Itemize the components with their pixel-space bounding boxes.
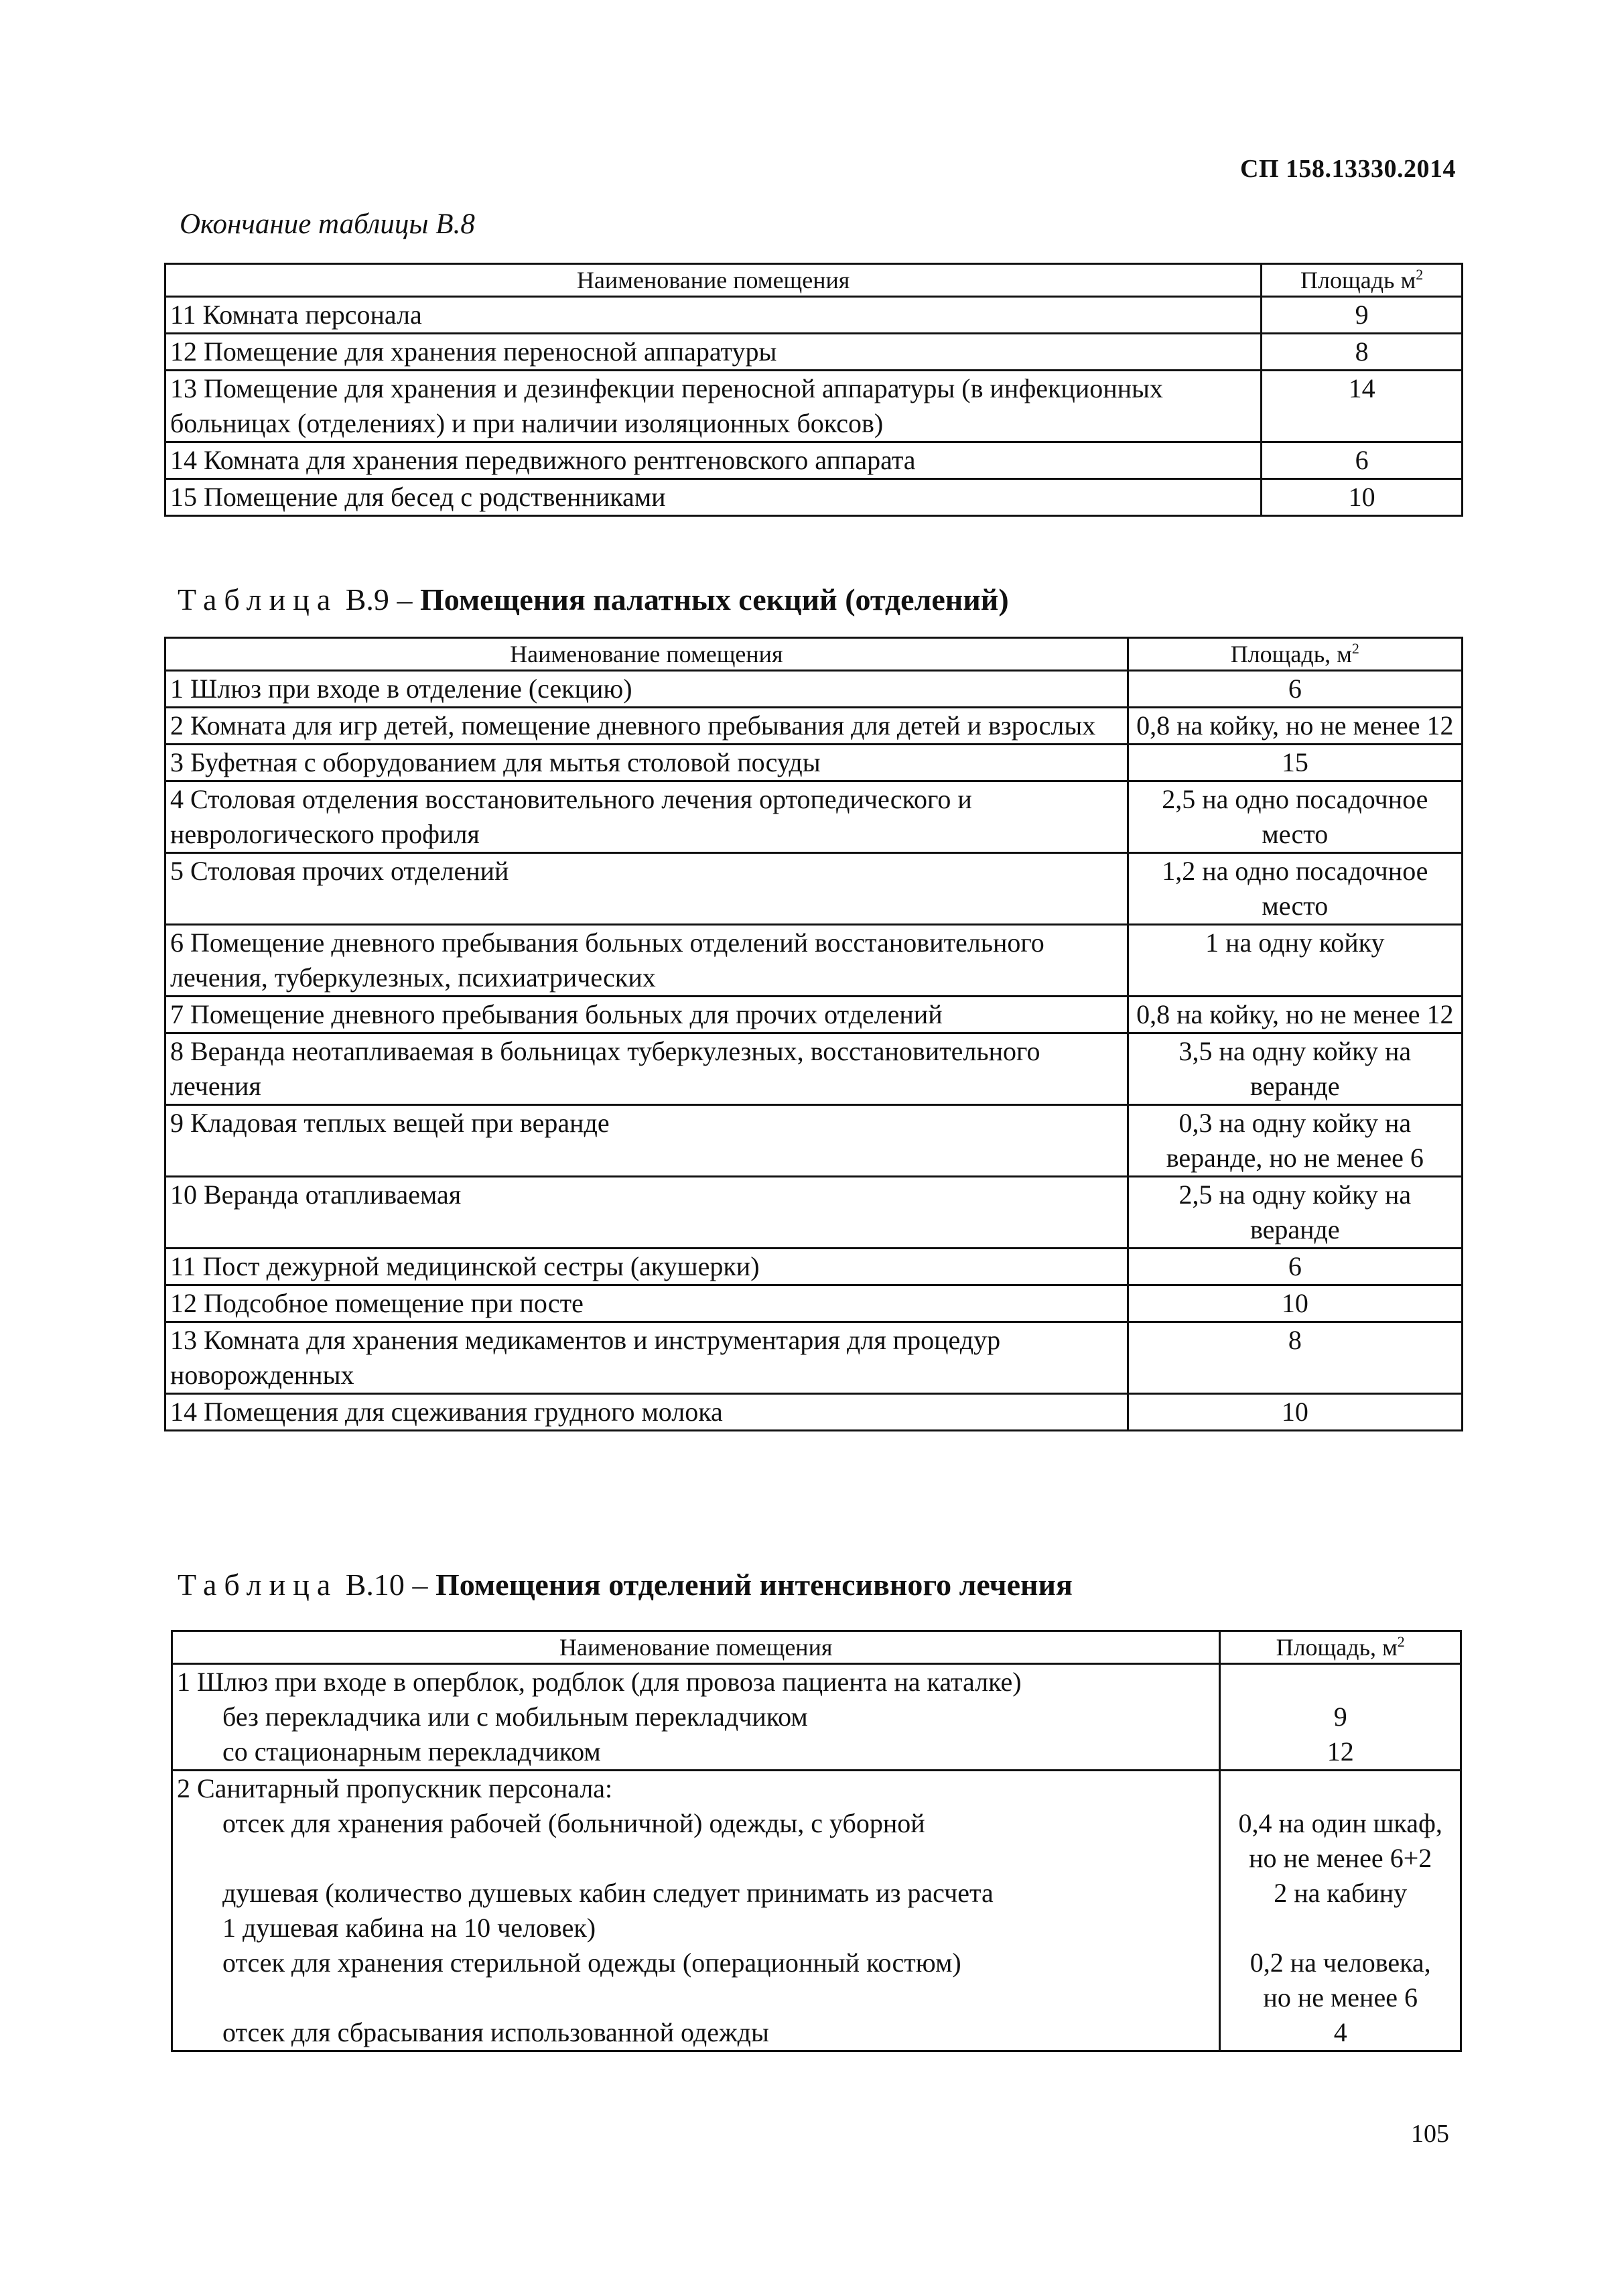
caption-number: В.10 [345,1568,405,1602]
table-continuation-label: Окончание таблицы В.8 [180,208,475,240]
table-b8 [164,263,1463,517]
room-name: 12 Помещение для хранения переносной аппаратуры [165,334,1262,371]
table-row [165,671,1463,708]
room-group-title: 1 Шлюз при входе в оперблок, родблок (для провоза пациента на каталке) [177,1667,1022,1697]
area-value: 0,4 на один шкаф, [1238,1808,1442,1838]
room-area [1220,1664,1461,1771]
table-row [165,297,1463,334]
table-row [172,1771,1461,2051]
table-header-row [165,264,1463,297]
room-area: 14 [1262,371,1463,442]
area-value: 4 [1333,2017,1347,2047]
room-subitem: без перекладчика или с мобильным перекладчиком [222,1702,808,1732]
table-row [165,479,1463,516]
table-row [165,745,1463,781]
table-b10 [171,1630,1462,2052]
room-subitem: отсек для хранения рабочей (больничной) одежды, с уборной [222,1808,925,1838]
column-header-name: Наименование помещения [165,638,1128,671]
table-row [165,1105,1463,1177]
caption-number: В.9 [345,582,389,617]
table-header-row [172,1631,1461,1664]
table-b9-caption [178,582,1009,617]
room-name: 2 Комната для игр детей, помещение дневного пребывания для детей и взрослых [165,708,1128,745]
room-area: 0,8 на койку, но не менее 12 [1128,708,1462,745]
room-subitem: со стационарным перекладчиком [222,1736,601,1767]
room-subitem: отсек для сбрасывания использованной одежды [222,2017,769,2047]
table-row [165,708,1463,745]
page-number: 105 [1411,2120,1449,2148]
room-area: 10 [1128,1394,1462,1431]
column-header-area: Площадь $м^2$ [1262,264,1463,297]
table-row [165,1249,1463,1285]
room-area: 9 [1262,297,1463,334]
area-value-continued: но не менее 6 [1263,1982,1418,2013]
room-name [172,1664,1220,1771]
room-area: 8 [1128,1322,1462,1394]
room-name: 6 Помещение дневного пребывания больных отделений восстановительного лечения, туберкулезных, психиатрических [165,925,1128,997]
room-name: 7 Помещение дневного пребывания больных для прочих отделений [165,997,1128,1033]
table-row [165,1394,1463,1431]
room-subitem: отсек для хранения стерильной одежды (операционный костюм) [222,1948,961,1978]
room-area: 3,5 на одну койку на веранде [1128,1033,1462,1105]
table-row [165,1285,1463,1322]
room-name: 10 Веранда отапливаемая [165,1177,1128,1249]
area-value: 0,2 на человека, [1249,1948,1431,1978]
room-area: 10 [1128,1285,1462,1322]
room-area: 0,8 на койку, но не менее 12 [1128,997,1462,1033]
area-value-continued: но не менее 6+2 [1249,1843,1432,1873]
caption-dash: – [404,1568,435,1602]
room-name [172,1771,1220,2051]
room-name: 14 Комната для хранения передвижного рентгеновского аппарата [165,442,1262,479]
table-row [165,997,1463,1033]
table-header-row [165,638,1463,671]
table-row [165,1177,1463,1249]
room-name: 15 Помещение для бесед с родственниками [165,479,1262,516]
room-area: 1 на одну койку [1128,925,1462,997]
table-row [172,1664,1461,1771]
room-name: 9 Кладовая теплых вещей при веранде [165,1105,1128,1177]
room-name: 13 Помещение для хранения и дезинфекции переносной аппаратуры (в инфекционных больницах (отделениях) и при наличии изоляционных боксов) [165,371,1262,442]
room-name: 14 Помещения для сцеживания грудного молока [165,1394,1128,1431]
room-area: 15 [1128,745,1462,781]
table-row [165,371,1463,442]
room-name: 4 Столовая отделения восстановительного лечения ортопедического и неврологического профиля [165,781,1128,853]
table-row [165,853,1463,925]
room-area: 8 [1262,334,1463,371]
room-subitem-continued: 1 душевая кабина на 10 человек) [222,1913,596,1943]
column-header-area: Площадь, $м^2$ [1220,1631,1461,1664]
room-subitem: душевая (количество душевых кабин следует принимать из расчета [222,1878,994,1908]
caption-word: Таблица [178,1568,338,1602]
room-name: 5 Столовая прочих отделений [165,853,1128,925]
area-value: 2 на кабину [1274,1878,1408,1908]
room-name: 11 Пост дежурной медицинской сестры (акушерки) [165,1249,1128,1285]
room-area [1220,1771,1461,2051]
table-row [165,1033,1463,1105]
room-name: 12 Подсобное помещение при посте [165,1285,1128,1322]
room-area: 6 [1262,442,1463,479]
room-area: 6 [1128,671,1462,708]
column-header-name: Наименование помещения [165,264,1262,297]
area-value: 9 [1333,1702,1347,1732]
column-header-name: Наименование помещения [172,1631,1220,1664]
table-row [165,442,1463,479]
table-row [165,781,1463,853]
document-code: СП 158.13330.2014 [1240,155,1456,183]
room-area: 10 [1262,479,1463,516]
caption-title: Помещения отделений интенсивного лечения [435,1568,1073,1602]
room-name: 11 Комната персонала [165,297,1262,334]
room-name: 8 Веранда неотапливаемая в больницах туберкулезных, восстановительного лечения [165,1033,1128,1105]
table-b9 [164,637,1463,1431]
room-area: 2,5 на одно посадочное место [1128,781,1462,853]
caption-title: Помещения палатных секций (отделений) [419,582,1009,617]
table-row [165,925,1463,997]
room-area: 0,3 на одну койку на веранде, но не менее 6 [1128,1105,1462,1177]
table-row [165,334,1463,371]
room-name: 1 Шлюз при входе в отделение (секцию) [165,671,1128,708]
room-area: 2,5 на одну койку на веранде [1128,1177,1462,1249]
room-area: 6 [1128,1249,1462,1285]
room-name: 13 Комната для хранения медикаментов и инструментария для процедур новорожденных [165,1322,1128,1394]
column-header-area: Площадь, $м^2$ [1128,638,1462,671]
caption-word: Таблица [178,582,338,617]
room-group-title: 2 Санитарный пропускник персонала: [177,1773,613,1803]
area-value: 12 [1327,1736,1354,1767]
caption-dash: – [389,582,420,617]
room-area: 1,2 на одно посадочное место [1128,853,1462,925]
table-b10-caption [178,1567,1073,1602]
table-row [165,1322,1463,1394]
room-name: 3 Буфетная с оборудованием для мытья столовой посуды [165,745,1128,781]
